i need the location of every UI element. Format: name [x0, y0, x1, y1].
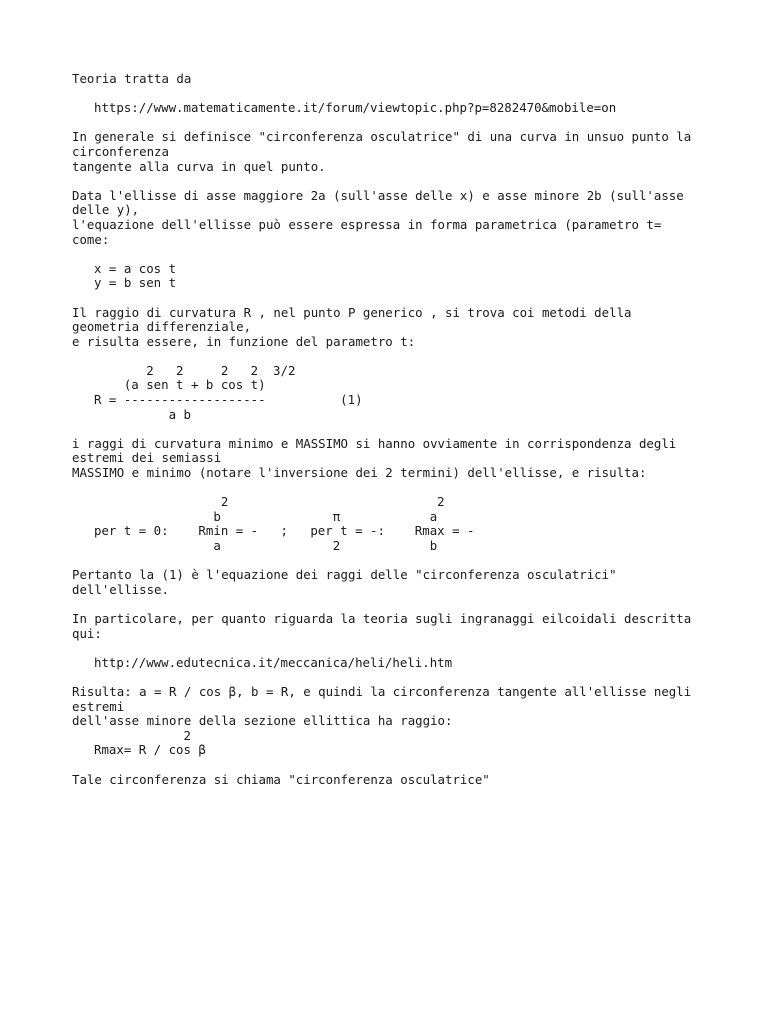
formula-rmax-beta: 2 Rmax= R / cos β [94, 727, 206, 758]
paragraph-result: Risulta: a = R / cos β, b = R, e quindi la circonferenza tangente all'ellisse negli estremi dell'asse minore della sezione ellittica ha raggio: [72, 683, 692, 729]
document-body [72, 72, 712, 787]
source-link: https://www.matematicamente.it/forum/viewtopic.php?p=8282470&mobile=on [94, 100, 617, 116]
paragraph-min-max: i raggi di curvatura minimo e MASSIMO si hanno ovviamente in corrispondenza degli estremi dei semiassi MASSIMO e minimo (notare l'inversione dei 2 termini) dell'ellisse, e risulta: [72, 435, 677, 481]
paragraph-curvature: Il raggio di curvatura R , nel punto P generico , si trova coi metodi della geometria differenziale, e risulta essere, in funzione del parametro t: [72, 304, 632, 349]
paragraph-conclusion-radii: Pertanto la (1) è l'equazione dei raggi delle "circonferenza osculatrici" dell'ellisse. [72, 567, 617, 597]
formula-rmin-rmax: 2 2 b π a per t = 0: Rmin = - ; per t = -: Rmax = - a 2 b [94, 494, 475, 553]
paragraph-gears: In particolare, per quanto riguarda la teoria sugli ingranaggi eilcoidali descritta qui: [72, 610, 692, 641]
parametric-equations: x = a cos t y = b sen t [94, 260, 177, 291]
conclusion-text: Tale circonferenza si chiama "circonferenza osculatrice" [72, 771, 490, 787]
paragraph-ellipse: Data l'ellisse di asse maggiore 2a (sull'asse delle x) e asse minore 2b (sull'asse delle y), l'equazione dell'ellisse può essere espressa in forma parametrica (parametro t= come: [72, 187, 684, 247]
formula-radius: 2 2 2 2 3/2 (a sen t + b cos t) R = ------------------- (1) a b [94, 362, 363, 422]
edutecnica-link: http://www.edutecnica.it/meccanica/heli/heli.htm [94, 654, 453, 670]
paragraph-definition: In generale si definisce "circonferenza osculatrice" di una curva in unsuo punto la circonferenza tangente alla curva in quel punto. [72, 129, 692, 174]
intro-label: Teoria tratta da [72, 71, 192, 86]
